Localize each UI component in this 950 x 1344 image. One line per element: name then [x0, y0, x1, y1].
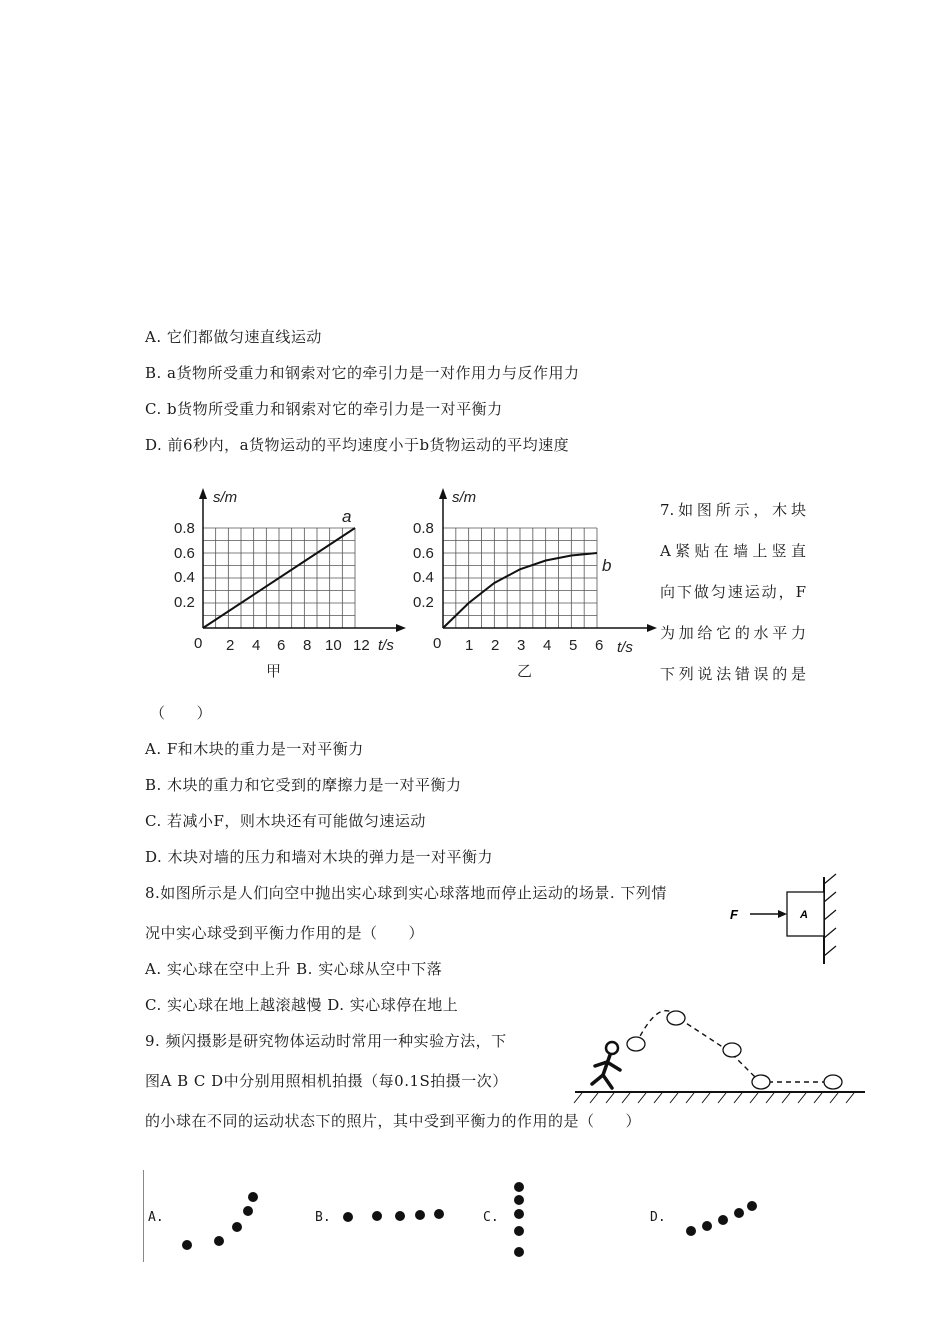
graph-jia-ylabel: s/m: [213, 489, 238, 506]
q7-answer-paren: （ ）: [150, 704, 213, 722]
option-b-label: B.: [315, 1210, 331, 1225]
graph-jia-xlabel: t/s: [378, 637, 394, 654]
q7-stem: [660, 490, 806, 695]
force-f-label: F: [730, 907, 738, 922]
q8-options-cd: C. 实心球在地上越滚越慢 D. 实心球停在地上: [145, 996, 459, 1014]
graph-jia: [170, 478, 415, 688]
ball-throw-figure: [570, 1000, 870, 1110]
strobe-dot: [514, 1195, 524, 1205]
q7-option-a: A. F和木块的重力是一对平衡力: [145, 740, 364, 758]
q9-stem-line-3: 的小球在不同的运动状态下的照片，其中受到平衡力的作用的是（ ）: [145, 1112, 642, 1130]
q7-stem-line: A紧贴在墙上竖直: [660, 542, 806, 560]
strobe-dot: [747, 1201, 757, 1211]
graph-jia-xtick-4: 4: [252, 637, 261, 654]
q7-stem-line: 7.如图所示，木块: [660, 501, 806, 519]
graph-yi-xtick-2: 2: [491, 637, 500, 654]
q8-stem-line-1: 8.如图所示是人们向空中抛出实心球到实心球落地而停止运动的场景. 下列情: [145, 884, 667, 902]
q7-stem-line: 向下做匀速运动，F: [660, 583, 806, 601]
option-c-label: C.: [483, 1210, 499, 1225]
graph-jia-origin: 0: [194, 635, 203, 652]
q8-options-ab: A. 实心球在空中上升 B. 实心球从空中下落: [145, 960, 443, 978]
ball: [723, 1043, 741, 1057]
graph-jia-xtick-6: 6: [277, 637, 286, 654]
strobe-dot: [243, 1206, 253, 1216]
graph-jia-xtick-10: 10: [325, 637, 342, 654]
graph-yi-xtick-6: 6: [595, 637, 604, 654]
q6-option-d: D. 前6秒内，a货物运动的平均速度小于b货物运动的平均速度: [145, 436, 570, 454]
graph-yi-ytick-04: 0.4: [413, 569, 434, 586]
strobe-dot: [734, 1208, 744, 1218]
graph-yi-xtick-5: 5: [569, 637, 578, 654]
q7-option-d: D. 木块对墙的压力和墙对木块的弹力是一对平衡力: [145, 848, 494, 866]
q7-option-b: B. 木块的重力和它受到的摩擦力是一对平衡力: [145, 776, 462, 794]
graph-jia-caption: 甲: [266, 663, 282, 680]
graph-yi-ytick-08: 0.8: [413, 520, 434, 537]
q8-stem-line-2: 况中实心球受到平衡力作用的是（ ）: [145, 924, 425, 942]
graph-yi-ytick-02: 0.2: [413, 594, 434, 611]
q6-option-b: B. a货物所受重力和钢索对它的牵引力是一对作用力与反作用力: [145, 364, 580, 382]
ball: [667, 1011, 685, 1025]
q7-option-c: C. 若减小F，则木块还有可能做匀速运动: [145, 812, 426, 830]
ball: [824, 1075, 842, 1089]
graph-yi-xtick-3: 3: [517, 637, 526, 654]
strobe-dot: [214, 1236, 224, 1246]
strobe-options: [140, 1170, 790, 1265]
graph-yi: [405, 478, 663, 688]
ball: [752, 1075, 770, 1089]
option-d-label: D.: [650, 1210, 666, 1225]
strobe-dot: [372, 1211, 382, 1221]
strobe-dot: [514, 1209, 524, 1219]
graph-yi-series-label: b: [602, 556, 612, 575]
block-a-label: A: [800, 909, 808, 921]
strobe-dot: [434, 1209, 444, 1219]
strobe-dot: [702, 1221, 712, 1231]
graph-yi-caption: 乙: [517, 663, 533, 680]
q9-stem-line-1: 9. 频闪摄影是研究物体运动时常用一种实验方法，下: [145, 1032, 507, 1050]
wall-block-figure: [720, 872, 850, 967]
graph-yi-xlabel: t/s: [617, 639, 633, 656]
graph-yi-ytick-06: 0.6: [413, 545, 434, 562]
graph-yi-ylabel: s/m: [452, 489, 477, 506]
graph-jia-ytick-08: 0.8: [174, 520, 195, 537]
graph-yi-origin: 0: [433, 635, 442, 652]
q7-stem-line: 为加给它的水平力: [660, 624, 806, 642]
strobe-dot: [686, 1226, 696, 1236]
graph-jia-xtick-8: 8: [303, 637, 312, 654]
graph-jia-series-label: a: [342, 507, 352, 526]
graph-jia-ytick-06: 0.6: [174, 545, 195, 562]
strobe-dot: [514, 1247, 524, 1257]
graph-jia-xtick-2: 2: [226, 637, 235, 654]
q7-stem-line: 下列说法错误的是: [660, 665, 806, 683]
strobe-dot: [514, 1182, 524, 1192]
ball: [627, 1037, 645, 1051]
strobe-dot: [248, 1192, 258, 1202]
strobe-dot: [514, 1226, 524, 1236]
strobe-dot: [395, 1211, 405, 1221]
strobe-dot: [232, 1222, 242, 1232]
thrower-figure: [592, 1042, 620, 1088]
option-a-label: A.: [148, 1210, 164, 1225]
strobe-dot: [718, 1215, 728, 1225]
q6-option-c: C. b货物所受重力和钢索对它的牵引力是一对平衡力: [145, 400, 503, 418]
strobe-dot: [415, 1210, 425, 1220]
q6-option-a: A. 它们都做匀速直线运动: [145, 328, 322, 346]
q9-stem-line-2: 图A B C D中分别用照相机拍摄（每0.1S拍摄一次）: [145, 1072, 508, 1090]
graph-jia-xtick-12: 12: [353, 637, 370, 654]
graph-jia-ytick-04: 0.4: [174, 569, 195, 586]
graph-jia-ytick-02: 0.2: [174, 594, 195, 611]
strobe-dot: [343, 1212, 353, 1222]
strobe-dot: [182, 1240, 192, 1250]
graph-yi-xtick-4: 4: [543, 637, 552, 654]
graph-yi-xtick-1: 1: [465, 637, 474, 654]
